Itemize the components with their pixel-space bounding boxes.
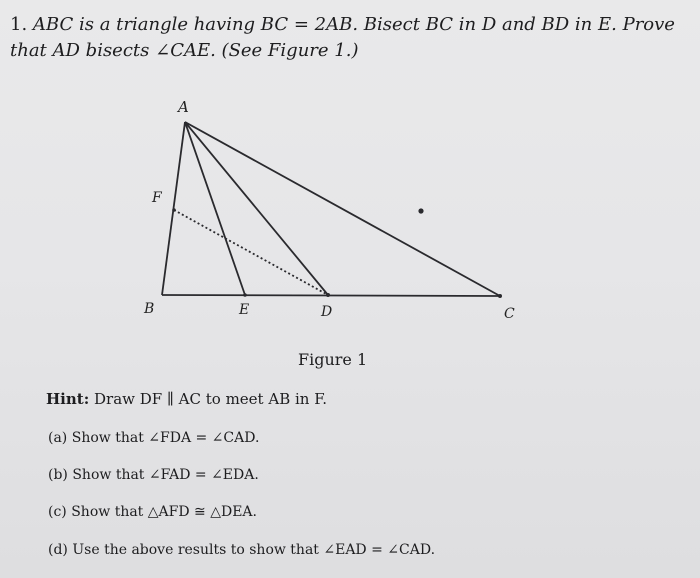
- hint: [46, 390, 327, 408]
- ink-smudge: [418, 208, 423, 213]
- label-b: B: [144, 301, 155, 317]
- step-c-label: (c): [48, 504, 67, 520]
- step-a-label: (a): [48, 430, 68, 446]
- point-d: [326, 293, 330, 297]
- segment-ac: [185, 122, 500, 296]
- step-a: [48, 430, 259, 446]
- point-c: [498, 294, 502, 298]
- label-e: E: [239, 302, 250, 318]
- step-d-text: Use the above results to show that ∠EAD = ∠CAD.: [72, 542, 436, 558]
- segment-ae: [185, 122, 245, 295]
- segment-df-dotted: [174, 210, 328, 295]
- label-f: F: [152, 190, 162, 206]
- step-c: [48, 504, 257, 520]
- step-d: [48, 542, 435, 558]
- label-d: D: [321, 304, 333, 320]
- step-a-text: Show that ∠FDA = ∠CAD.: [71, 430, 260, 446]
- label-c: C: [504, 306, 515, 322]
- step-c-text: Show that △AFD ≅ △DEA.: [71, 504, 257, 520]
- hint-text: Draw DF ∥ AC to meet AB in F.: [94, 390, 328, 408]
- problem-text-line-2: that AD bisects ∠CAE. (See Figure 1.): [10, 40, 359, 61]
- point-e: [243, 293, 247, 297]
- step-d-label: (d): [48, 542, 68, 558]
- hint-label: Hint:: [46, 390, 90, 408]
- step-b-text: Show that ∠FAD = ∠EDA.: [72, 467, 259, 483]
- figure-caption: Figure 1: [298, 350, 368, 369]
- label-a: A: [178, 98, 189, 116]
- step-b: [48, 467, 259, 483]
- step-b-label: (b): [48, 467, 68, 483]
- segment-bc: [162, 295, 500, 296]
- problem-number: 1.: [10, 14, 28, 35]
- problem-text-line-1: ABC is a triangle having BC = 2AB. Bisect BC in D and BD in E. Prove: [32, 14, 675, 35]
- point-f: [172, 208, 176, 212]
- segment-ad: [185, 122, 328, 295]
